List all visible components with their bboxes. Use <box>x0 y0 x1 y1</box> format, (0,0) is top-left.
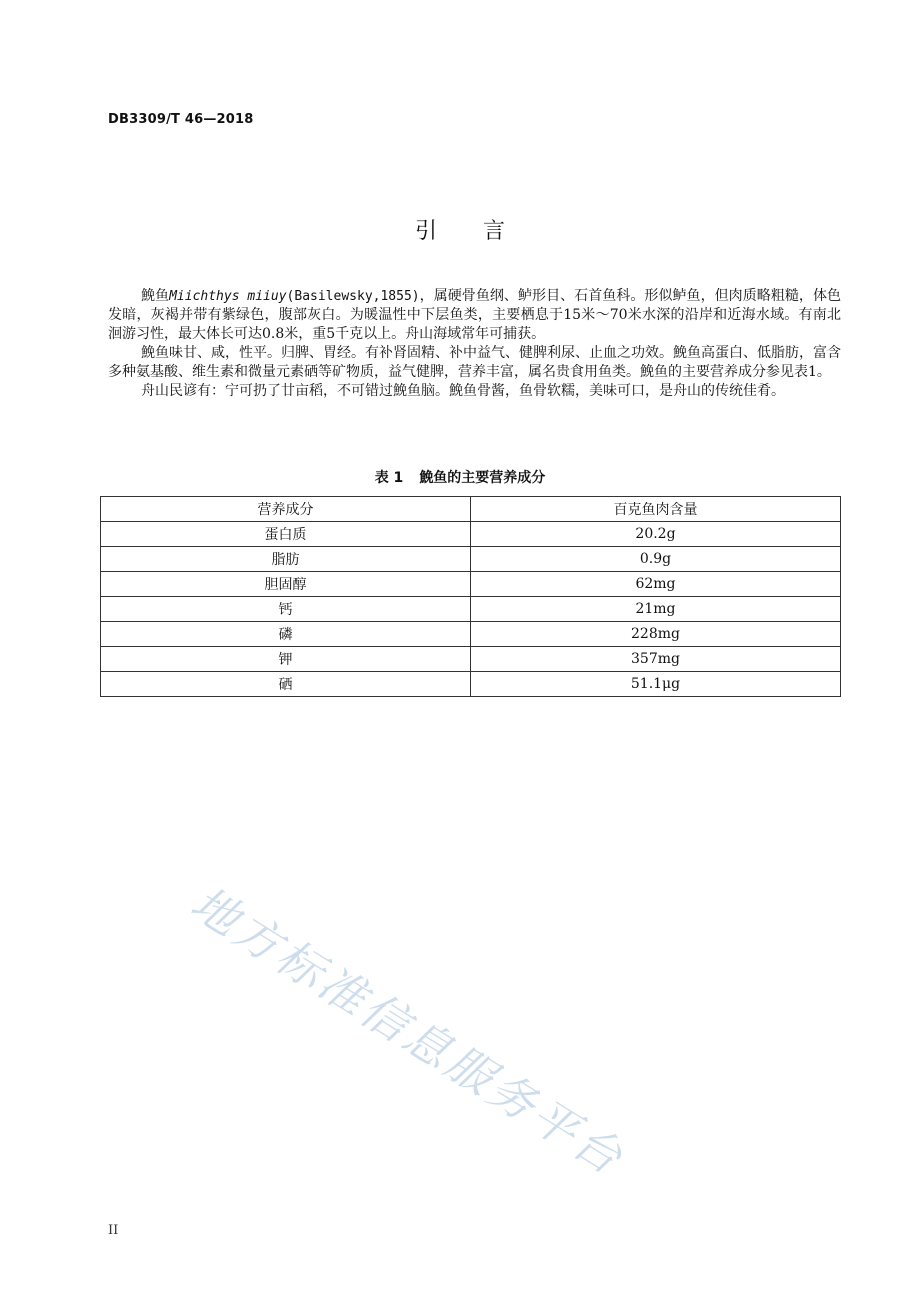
table-cell-nutrient: 钾 <box>101 647 471 672</box>
table-header-row <box>101 497 841 522</box>
table-cell-nutrient: 胆固醇 <box>101 572 471 597</box>
paragraph-intro-text: ，属硬骨鱼纲、鲈形目、石首鱼科。形似鲈鱼，但肉质略粗糙，体色发暗，灰褐并带有紫绿色，腹部灰白。为暖温性中下层鱼类，主要栖息于15米～70米水深的沿岸和近海水域。有南北洄游习性，最大体长可达0.8米，重5千克以上。舟山海域常年可捕获。 <box>108 288 841 342</box>
table-caption <box>0 467 920 487</box>
table-cell-amount: 21mg <box>471 597 841 622</box>
table-row <box>101 622 841 647</box>
body-text <box>108 287 841 401</box>
table-cell-nutrient: 硒 <box>101 672 471 697</box>
page-number: II <box>108 1223 119 1238</box>
paragraph-proverb: 舟山民谚有：宁可扔了廿亩稻，不可错过鮸鱼脑。鮸鱼骨酱，鱼骨软糯，美味可口，是舟山的传统佳肴。 <box>141 383 785 399</box>
table-header-nutrient: 营养成分 <box>101 497 471 522</box>
table-cell-nutrient: 蛋白质 <box>101 522 471 547</box>
table-row <box>101 572 841 597</box>
table-cell-amount: 51.1μg <box>471 672 841 697</box>
watermark: 地方标准信息服务平台 <box>181 875 635 1187</box>
page-title: 引言 <box>414 219 551 244</box>
table-row <box>101 672 841 697</box>
species-name: Miichthys miiuy <box>169 289 287 304</box>
table-row <box>101 647 841 672</box>
table-row <box>101 547 841 572</box>
table-caption-number: 表 1 <box>374 470 404 486</box>
table-cell-amount: 0.9g <box>471 547 841 572</box>
table-caption-title: 鮸鱼的主要营养成分 <box>419 470 546 486</box>
paragraph-intro <box>108 287 841 344</box>
species-authority: (Basilewsky,1855) <box>286 289 420 304</box>
table-cell-amount: 62mg <box>471 572 841 597</box>
table-cell-amount: 228mg <box>471 622 841 647</box>
paragraph-intro-lead: 鮸鱼 <box>141 288 170 304</box>
table-header-amount: 百克鱼肉含量 <box>471 497 841 522</box>
table-row <box>101 597 841 622</box>
nutrition-table <box>100 496 841 697</box>
table-cell-nutrient: 磷 <box>101 622 471 647</box>
table-cell-amount: 20.2g <box>471 522 841 547</box>
table-cell-amount: 357mg <box>471 647 841 672</box>
paragraph-nutrition: 鮸鱼味甘、咸，性平。归脾、胃经。有补肾固精、补中益气、健脾利尿、止血之功效。鮸鱼高蛋白、低脂肪，富含多种氨基酸、维生素和微量元素硒等矿物质，益气健脾，营养丰富，属名贵食用鱼类。鮸鱼的主要营养成分参见表1。 <box>108 345 841 380</box>
table-cell-nutrient: 钙 <box>101 597 471 622</box>
table-cell-nutrient: 脂肪 <box>101 547 471 572</box>
table-row <box>101 522 841 547</box>
standard-code: DB3309/T 46—2018 <box>108 112 254 127</box>
